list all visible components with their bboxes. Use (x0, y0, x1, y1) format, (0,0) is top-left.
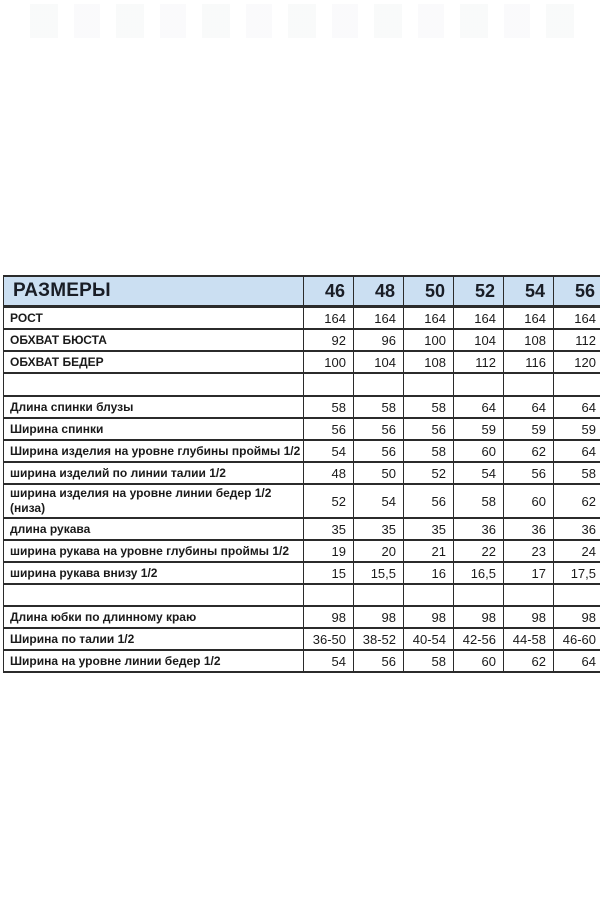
measurement-value-cell (554, 584, 600, 606)
measurement-value-cell (504, 584, 554, 606)
table-row (4, 484, 600, 518)
measurement-value-cell: 62 (504, 650, 554, 672)
measurement-value-cell: 58 (304, 396, 354, 418)
measurement-value-cell: 58 (404, 650, 454, 672)
measurement-value-cell: 54 (304, 440, 354, 462)
measurement-value-cell: 36 (554, 518, 600, 540)
measurement-value-cell: 16 (404, 562, 454, 584)
size-chart-table (3, 275, 600, 673)
measurement-value-cell (454, 584, 504, 606)
measurement-value-cell: 59 (504, 418, 554, 440)
measurement-label-cell: Длина юбки по длинному краю (4, 606, 304, 628)
measurement-value-cell: 100 (404, 329, 454, 351)
measurement-value-cell: 98 (454, 606, 504, 628)
measurement-value-cell: 23 (504, 540, 554, 562)
table-row (4, 396, 600, 418)
measurement-value-cell: 21 (404, 540, 454, 562)
measurement-value-cell: 52 (404, 462, 454, 484)
measurement-label-cell: Ширина по талии 1/2 (4, 628, 304, 650)
measurement-value-cell: 58 (354, 396, 404, 418)
measurement-value-cell (354, 584, 404, 606)
measurement-value-cell: 17,5 (554, 562, 600, 584)
table-row (4, 606, 600, 628)
measurement-value-cell: 17 (504, 562, 554, 584)
measurement-value-cell: 60 (454, 650, 504, 672)
table-title: РАЗМЕРЫ (4, 276, 304, 307)
measurement-value-cell: 98 (404, 606, 454, 628)
measurement-value-cell: 64 (504, 396, 554, 418)
measurement-value-cell: 64 (454, 396, 504, 418)
measurement-value-cell: 50 (354, 462, 404, 484)
measurement-value-cell: 164 (404, 307, 454, 330)
measurement-label-cell: Ширина на уровне линии бедер 1/2 (4, 650, 304, 672)
measurement-value-cell: 54 (454, 462, 504, 484)
measurement-value-cell (304, 584, 354, 606)
size-column-header: 56 (554, 276, 600, 307)
measurement-value-cell: 108 (404, 351, 454, 373)
measurement-value-cell: 108 (504, 329, 554, 351)
measurement-value-cell: 56 (304, 418, 354, 440)
measurement-value-cell: 36-50 (304, 628, 354, 650)
measurement-label-cell: Длина спинки блузы (4, 396, 304, 418)
measurement-value-cell: 104 (454, 329, 504, 351)
table-row (4, 628, 600, 650)
measurement-label-cell (4, 584, 304, 606)
measurement-value-cell: 98 (354, 606, 404, 628)
measurement-value-cell: 62 (554, 484, 600, 518)
measurement-value-cell: 36 (454, 518, 504, 540)
measurement-value-cell: 58 (404, 396, 454, 418)
measurement-value-cell (404, 373, 454, 396)
measurement-value-cell: 56 (504, 462, 554, 484)
measurement-value-cell: 16,5 (454, 562, 504, 584)
table-row (4, 562, 600, 584)
measurement-value-cell: 52 (304, 484, 354, 518)
measurement-label-cell: длина рукава (4, 518, 304, 540)
measurement-value-cell: 59 (554, 418, 600, 440)
measurement-value-cell: 36 (504, 518, 554, 540)
size-column-header: 52 (454, 276, 504, 307)
measurement-value-cell (554, 373, 600, 396)
header-row (4, 276, 600, 307)
measurement-value-cell: 42-56 (454, 628, 504, 650)
measurement-value-cell: 15,5 (354, 562, 404, 584)
measurement-label-cell: Ширина изделия на уровне глубины проймы 1/2 (4, 440, 304, 462)
measurement-value-cell: 56 (404, 484, 454, 518)
measurement-value-cell: 164 (304, 307, 354, 330)
measurement-value-cell: 54 (354, 484, 404, 518)
measurement-label-cell: ширина изделий по линии талии 1/2 (4, 462, 304, 484)
measurement-value-cell: 64 (554, 650, 600, 672)
measurement-value-cell: 62 (504, 440, 554, 462)
size-column-header: 48 (354, 276, 404, 307)
measurement-value-cell: 24 (554, 540, 600, 562)
measurement-label-cell: ширина изделия на уровне линии бедер 1/2 (низа) (4, 484, 304, 518)
measurement-label-cell: ширина рукава внизу 1/2 (4, 562, 304, 584)
measurement-value-cell: 22 (454, 540, 504, 562)
measurement-value-cell: 59 (454, 418, 504, 440)
measurement-value-cell: 60 (504, 484, 554, 518)
measurement-value-cell: 40-54 (404, 628, 454, 650)
measurement-value-cell: 96 (354, 329, 404, 351)
top-photo-artifact (30, 4, 590, 38)
measurement-value-cell: 56 (354, 650, 404, 672)
measurement-value-cell (454, 373, 504, 396)
table-row (4, 329, 600, 351)
spacer-row (4, 373, 600, 396)
measurement-value-cell: 38-52 (354, 628, 404, 650)
measurement-value-cell: 35 (304, 518, 354, 540)
measurement-value-cell: 44-58 (504, 628, 554, 650)
table-row (4, 462, 600, 484)
measurement-label-cell: ОБХВАТ БЕДЕР (4, 351, 304, 373)
measurement-label-cell: Ширина спинки (4, 418, 304, 440)
measurement-value-cell: 98 (554, 606, 600, 628)
measurement-value-cell: 54 (304, 650, 354, 672)
measurement-value-cell: 35 (404, 518, 454, 540)
measurement-value-cell (404, 584, 454, 606)
measurement-value-cell: 120 (554, 351, 600, 373)
size-table-body (4, 307, 600, 673)
measurement-value-cell: 164 (504, 307, 554, 330)
measurement-value-cell (304, 373, 354, 396)
measurement-value-cell (354, 373, 404, 396)
table-row (4, 518, 600, 540)
measurement-value-cell: 100 (304, 351, 354, 373)
measurement-value-cell: 15 (304, 562, 354, 584)
measurement-label-cell (4, 373, 304, 396)
measurement-value-cell: 98 (304, 606, 354, 628)
measurement-label-cell: РОСТ (4, 307, 304, 330)
measurement-value-cell: 19 (304, 540, 354, 562)
size-column-header: 46 (304, 276, 354, 307)
measurement-label-cell: ширина рукава на уровне глубины проймы 1/2 (4, 540, 304, 562)
measurement-label-cell: ОБХВАТ БЮСТА (4, 329, 304, 351)
measurement-value-cell: 48 (304, 462, 354, 484)
table-row (4, 307, 600, 330)
measurement-value-cell: 112 (554, 329, 600, 351)
measurement-value-cell: 104 (354, 351, 404, 373)
measurement-value-cell: 164 (554, 307, 600, 330)
measurement-value-cell: 58 (404, 440, 454, 462)
measurement-value-cell: 46-60 (554, 628, 600, 650)
table-row (4, 418, 600, 440)
spacer-row (4, 584, 600, 606)
measurement-value-cell: 116 (504, 351, 554, 373)
measurement-value-cell: 20 (354, 540, 404, 562)
measurement-value-cell: 60 (454, 440, 504, 462)
measurement-value-cell: 64 (554, 396, 600, 418)
measurement-value-cell: 164 (354, 307, 404, 330)
measurement-value-cell: 98 (504, 606, 554, 628)
measurement-value-cell: 56 (354, 440, 404, 462)
table-row (4, 650, 600, 672)
table-row (4, 351, 600, 373)
measurement-value-cell: 112 (454, 351, 504, 373)
measurement-value-cell: 56 (404, 418, 454, 440)
measurement-value-cell: 164 (454, 307, 504, 330)
measurement-value-cell: 64 (554, 440, 600, 462)
measurement-value-cell: 58 (454, 484, 504, 518)
size-column-header: 54 (504, 276, 554, 307)
table-row (4, 540, 600, 562)
measurement-value-cell: 92 (304, 329, 354, 351)
size-column-header: 50 (404, 276, 454, 307)
measurement-value-cell: 58 (554, 462, 600, 484)
measurement-value-cell: 35 (354, 518, 404, 540)
measurement-value-cell: 56 (354, 418, 404, 440)
table-row (4, 440, 600, 462)
measurement-value-cell (504, 373, 554, 396)
